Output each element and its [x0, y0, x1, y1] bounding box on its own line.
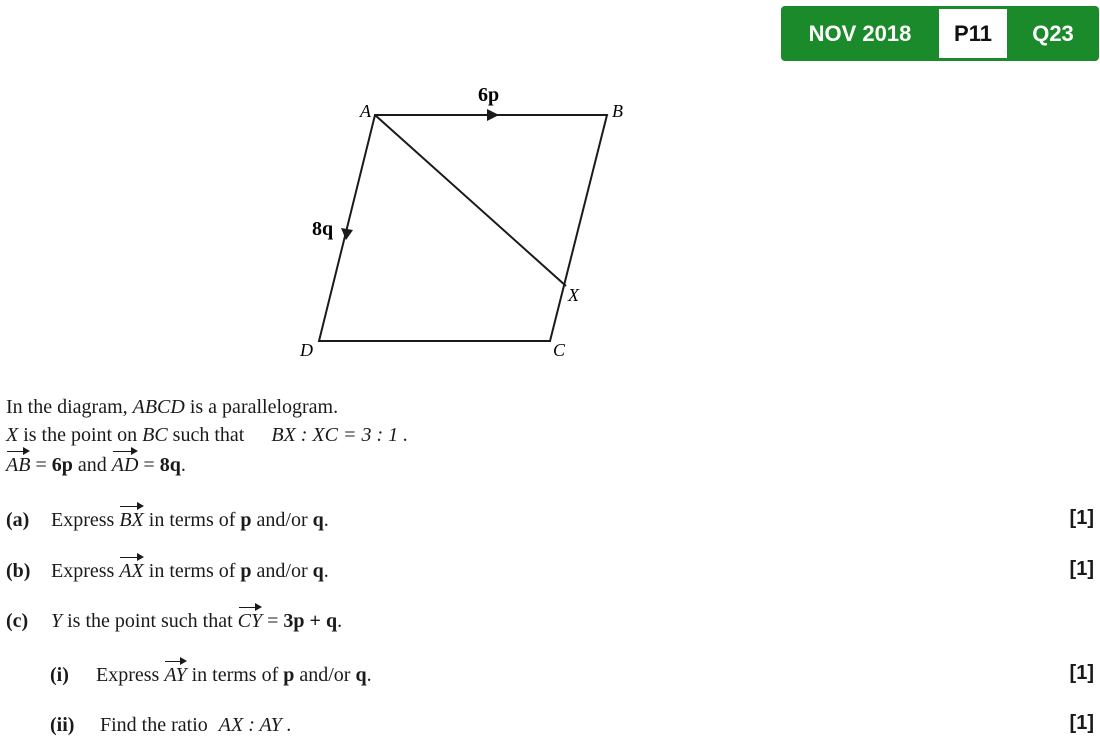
parallelogram-outline	[319, 115, 607, 341]
part-c-i: (i) Express AY in terms of p and/or q.	[50, 664, 372, 686]
ab-vector-label: 6p	[478, 84, 500, 106]
arrow-ab	[487, 109, 499, 121]
intro-line-1: In the diagram, ABCD is a parallelogram.	[6, 396, 339, 418]
part-c-label: (c)	[6, 610, 29, 632]
point-d-label: D	[300, 340, 313, 360]
vector-cy: CY	[237, 610, 263, 632]
intro-line-2: X is the point on BC such that BX : XC = 3 : 1 .	[6, 424, 409, 446]
part-a: (a) Express BX in terms of p and/or q.	[6, 509, 329, 531]
part-c-ii: (ii) Find the ratio AX : AY .	[50, 714, 292, 736]
part-c-i-marks: [1]	[1069, 662, 1094, 684]
diagonal-ax	[375, 115, 566, 286]
part-b-label: (b)	[6, 560, 31, 582]
vector-ay: AY	[164, 664, 187, 686]
point-a-label: A	[360, 101, 371, 121]
vector-bx: BX	[119, 509, 144, 531]
ratio-ax-ay: AX : AY .	[218, 714, 292, 736]
point-b-label: B	[612, 101, 623, 121]
part-a-label: (a)	[6, 509, 30, 531]
point-x-label: X	[568, 285, 579, 305]
part-c-ii-marks: [1]	[1069, 712, 1094, 734]
exam-session: NOV 2018	[808, 21, 912, 46]
question-number: Q23	[1032, 21, 1074, 46]
part-c-ii-label: (ii)	[50, 714, 75, 736]
part-b: (b) Express AX in terms of p and/or q.	[6, 560, 329, 582]
part-a-marks: [1]	[1069, 507, 1094, 529]
part-b-marks: [1]	[1069, 558, 1094, 580]
vector-ax: AX	[119, 560, 144, 582]
given-ratio: BX : XC = 3 : 1 .	[271, 424, 409, 446]
part-c-i-label: (i)	[50, 664, 69, 686]
vector-ab: AB	[6, 454, 31, 476]
intro-line-3: AB = 6p and AD = 8q.	[6, 454, 186, 476]
ad-vector-label: 8q	[312, 218, 334, 240]
point-c-label: C	[553, 340, 566, 360]
part-c: (c) Y is the point such that CY = 3p + q.	[6, 610, 343, 632]
arrow-ad	[341, 228, 353, 240]
vector-ad: AD	[111, 454, 139, 476]
paper-number: P11	[939, 9, 1007, 58]
